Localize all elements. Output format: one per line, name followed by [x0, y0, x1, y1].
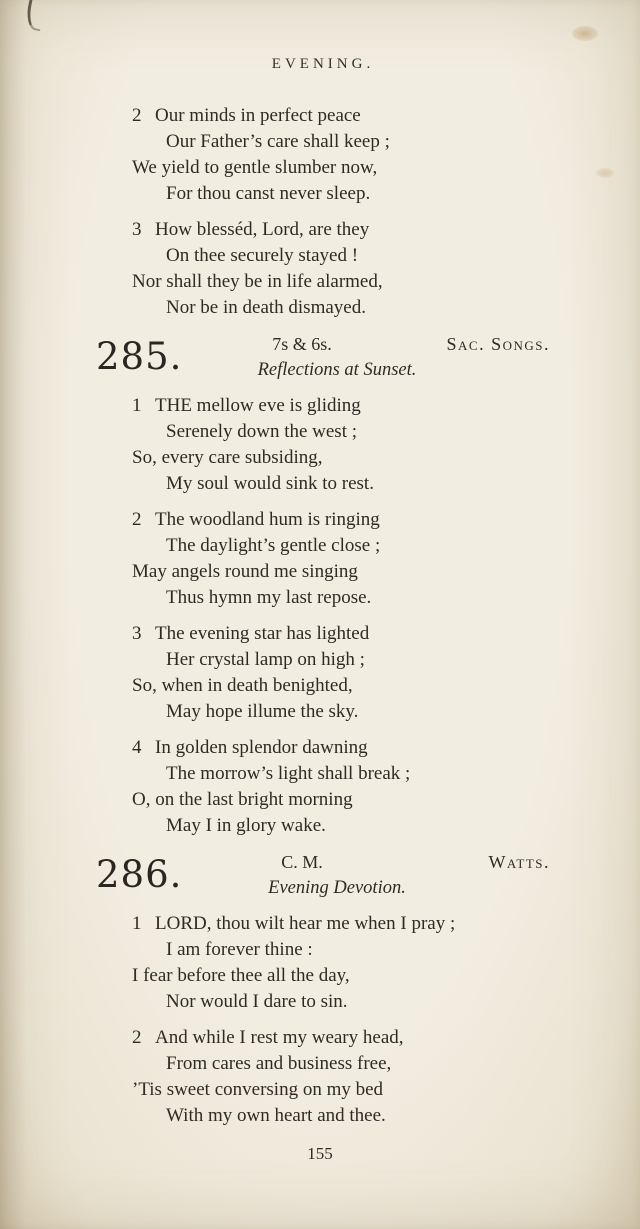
verse-line: The morrow’s light shall break ; — [166, 763, 411, 784]
verse — [132, 735, 550, 839]
verse-line: Our Father’s care shall keep ; — [166, 131, 390, 152]
hymn-continuation — [96, 103, 550, 321]
hymn-number: 285. — [96, 335, 183, 378]
verse-line — [132, 393, 550, 419]
hymn-meter-row — [182, 852, 550, 873]
hymn-meter-row — [182, 334, 550, 355]
hymn-number: 286. — [96, 853, 183, 896]
verse-line: With my own heart and thee. — [166, 1105, 386, 1126]
verse-line: The daylight’s gentle close ; — [166, 535, 381, 556]
hymn-title: Reflections at Sunset. — [257, 360, 417, 380]
verse-line: May angels round me singing — [132, 561, 358, 582]
verse-line: May hope illume the sky. — [166, 701, 359, 722]
hymn-source: Sac. Songs. — [446, 334, 550, 354]
verse-line: O, on the last bright morning — [132, 789, 353, 810]
scan-artifact-corner-mark — [23, 0, 47, 31]
verse-line — [132, 1025, 550, 1051]
hymn-meter: C. M. — [281, 852, 323, 872]
verse-line: My soul would sink to rest. — [166, 473, 374, 494]
verse-line-text: The woodland hum is ringing — [155, 509, 380, 530]
verse-line — [132, 621, 550, 647]
verse-number: 2 — [132, 105, 142, 126]
verse-number: 4 — [132, 737, 142, 758]
verse-number: 3 — [132, 219, 142, 240]
verse-line: I fear before thee all the day, — [132, 965, 350, 986]
verse-line: Nor would I dare to sin. — [166, 991, 348, 1012]
verse-line — [132, 507, 550, 533]
verse — [132, 103, 550, 207]
verse — [132, 217, 550, 321]
verse-number: 3 — [132, 623, 142, 644]
running-header: EVENING. — [271, 56, 375, 72]
scan-artifact-spot — [596, 168, 614, 178]
verse-line: For thou canst never sleep. — [166, 183, 371, 204]
hymn-heading — [96, 333, 550, 381]
verse-line: Thus hymn my last repose. — [166, 587, 372, 608]
verse-line — [132, 911, 550, 937]
verse-line-text: In golden splendor dawning — [155, 737, 368, 758]
verse-number: 1 — [132, 913, 142, 934]
verse-line-text: Our minds in perfect peace — [155, 105, 361, 126]
verse-line: I am forever thine : — [166, 939, 313, 960]
hymn-285 — [96, 333, 550, 839]
verse-line: Nor be in death dismayed. — [166, 297, 366, 318]
verse-line: Nor shall they be in life alarmed, — [132, 271, 383, 292]
verse-line: On thee securely stayed ! — [166, 245, 359, 266]
verse-line — [132, 217, 550, 243]
verse-number: 2 — [132, 509, 142, 530]
verse-line: From cares and business free, — [166, 1053, 392, 1074]
verse — [132, 1025, 550, 1129]
verse-line — [132, 103, 550, 129]
hymn-heading-right — [182, 851, 550, 899]
verse — [132, 393, 550, 497]
verse-line-text: LORD, thou wilt hear me when I pray ; — [155, 913, 456, 934]
verse-line — [132, 735, 550, 761]
verse-line-text: THE mellow eve is gliding — [155, 395, 361, 416]
hymn-source: Watts. — [488, 852, 550, 872]
verse-line-text: The evening star has lighted — [155, 623, 370, 644]
verse-line: ’Tis sweet conversing on my bed — [132, 1079, 384, 1100]
hymn-meter: 7s & 6s. — [272, 334, 332, 354]
verse-line: May I in glory wake. — [166, 815, 326, 836]
verse — [132, 911, 550, 1015]
verse-line: So, when in death benighted, — [132, 675, 353, 696]
verse-line: We yield to gentle slumber now, — [132, 157, 378, 178]
hymn-heading-right — [182, 333, 550, 381]
verse-line-text: And while I rest my weary head, — [155, 1027, 404, 1048]
scan-artifact-spot — [572, 26, 598, 41]
verse-number: 2 — [132, 1027, 142, 1048]
verse — [132, 621, 550, 725]
verse-number: 1 — [132, 395, 142, 416]
verse-line: Her crystal lamp on high ; — [166, 649, 365, 670]
verse-line: So, every care subsiding, — [132, 447, 323, 468]
verse-line: Serenely down the west ; — [166, 421, 358, 442]
page-number: 155 — [307, 1144, 333, 1163]
verse — [132, 507, 550, 611]
verse-line-text: How blesséd, Lord, are they — [155, 219, 370, 240]
hymn-title: Evening Devotion. — [268, 878, 406, 898]
hymn-heading — [96, 851, 550, 899]
hymn-286 — [96, 851, 550, 1129]
